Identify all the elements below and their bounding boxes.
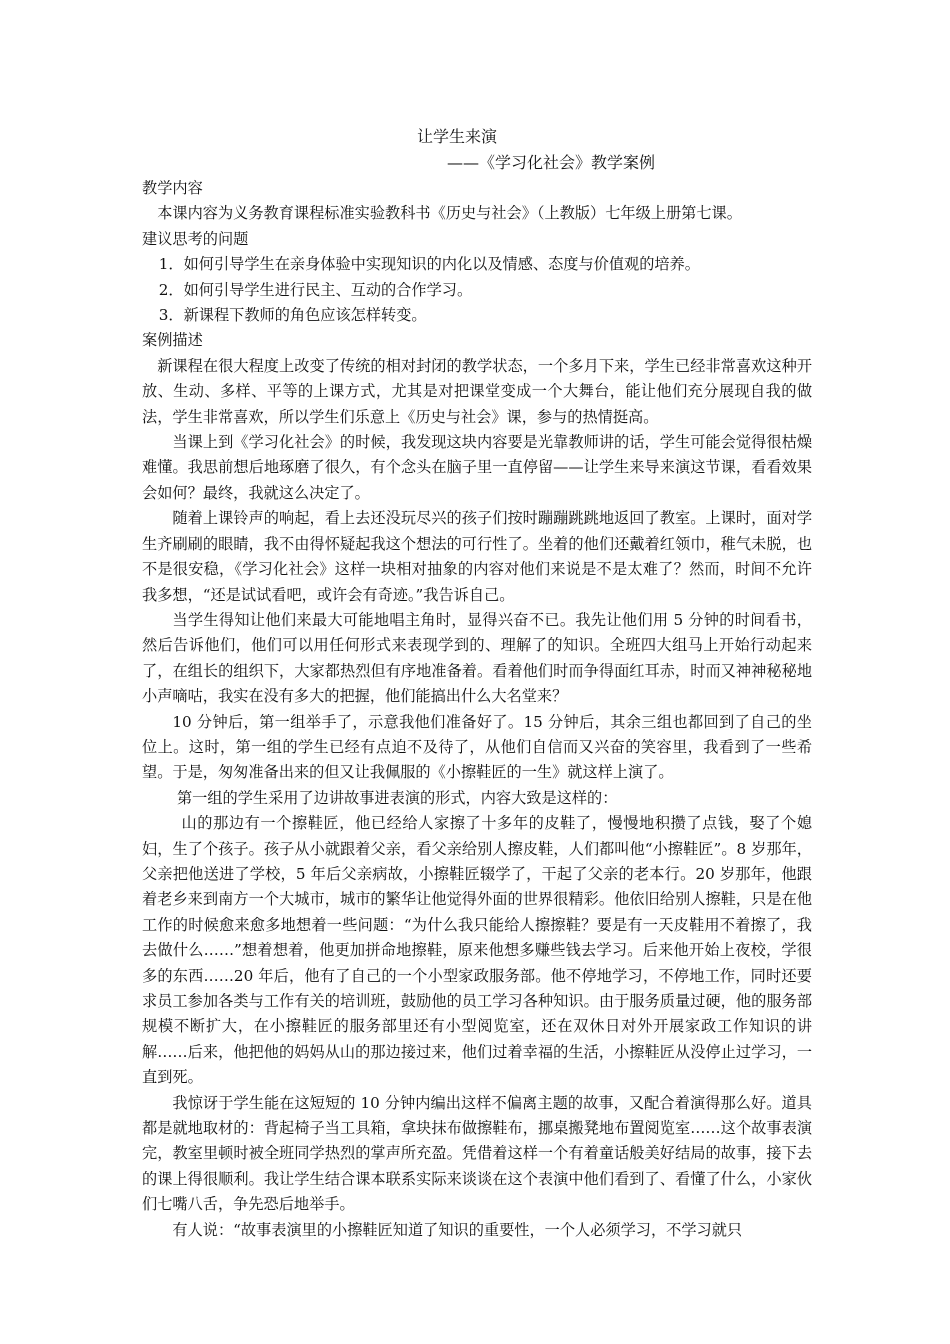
case-paragraph: 新课程在很大程度上改变了传统的相对封闭的教学状态，一个多月下来，学生已经非常喜欢这种开放、生动、多样、平等的上课方式，尤其是对把课堂变成一个大舞台，能让他们充分展现自我的做法，学生非常喜欢，所以学生们乐意上《历史与社会》课，参与的热情挺高。 <box>142 356 812 426</box>
case-paragraph: 当学生得知让他们来最大可能地唱主角时，显得兴奋不已。我先让他们用 5 分钟的时间看书，然后告诉他们，他们可以用任何形式来表现学到的、理解了的知识。全班四大组马上开始行动起来了，在组长的组织下，大家都热烈但有序地准备着。看着他们时而争得面红耳赤，时而又神神秘秘地小声嘀咕，我实在没有多大的把握，他们能搞出什么大名堂来？ <box>142 610 812 706</box>
case-paragraph: 随着上课铃声的响起，看上去还没玩尽兴的孩子们按时蹦蹦跳跳地返回了教室。上课时，面对学生齐刷刷的眼睛，我不由得怀疑起我这个想法的可行性了。坐着的他们还戴着红领巾，稚气未脱，也不是很安稳，《学习化社会》这样一块相对抽象的内容对他们来说是不是太难了？然而，时间不允许我多想，“还是试试看吧，或许会有奇迹。”我告诉自己。 <box>142 509 812 604</box>
case-paragraph: 10 分钟后，第一组举手了，示意我他们准备好了。15 分钟后，其余三组也都回到了自己的坐位上。这时，第一组的学生已经有点迫不及待了，从他们自信而又兴奋的笑容里，我看到了一些希望。于是，匆匆准备出来的但又让我佩服的《小擦鞋匠的一生》就这样上演了。 <box>142 712 812 782</box>
section-heading-case: 案例描述 <box>142 331 203 350</box>
document-subtitle: ——《学习化社会》教学案例 <box>447 153 656 172</box>
case-paragraph: 有人说：“故事表演里的小擦鞋匠知道了知识的重要性，一个人必须学习，不学习就只 <box>172 1220 743 1239</box>
question-item-2: 2．如何引导学生进行民主、互动的合作学习。 <box>158 280 473 299</box>
document-title: 让学生来演 <box>417 127 498 146</box>
case-paragraph: 我惊讶于学生能在这短短的 10 分钟内编出这样不偏离主题的故事，又配合着演得那么好。道具都是就地取材的：背起椅子当工具箱，拿块抹布做擦鞋布，挪桌搬凳地布置阅览室……这个故事表演完，教室里顿时被全班同学热烈的掌声所充盈。凭借着这样一个有着童话般美好结局的故事，接下去的课上得很顺利。我让学生结合课本联系实际来谈谈在这个表演中他们看到了、看懂了什么，小家伙们七嘴八舌，争先恐后地举手。 <box>142 1093 812 1214</box>
question-item-3: 3．新课程下教师的角色应该怎样转变。 <box>158 306 427 325</box>
section-heading-content: 教学内容 <box>142 179 203 197</box>
case-paragraph: 第一组的学生采用了边讲故事进表演的形式，内容大致是这样的： <box>176 788 618 807</box>
document-body <box>142 176 812 1243</box>
section-heading-questions: 建议思考的问题 <box>142 229 249 248</box>
content-paragraph: 本课内容为义务教育课程标准实验教科书《历史与社会》（上教版）七年级上册第七课。 <box>157 204 742 223</box>
question-item-1: 1．如何引导学生在亲身体验中实现知识的内化以及情感、态度与价值观的培养。 <box>158 255 700 274</box>
story-paragraph: 山的那边有一个擦鞋匠，他已经给人家擦了十多年的皮鞋了，慢慢地积攒了点钱，娶了个媳妇，生了个孩子。孩子从小就跟着父亲，看父亲给别人擦皮鞋，人们都叫他“小擦鞋匠”。8 岁那年，父亲把他送进了学校，5 年后父亲病故，小擦鞋匠辍学了，干起了父亲的老本行。20 岁那年，他跟着老乡来到南方一个大城市，城市的繁华让他觉得外面的世界很精彩。他依旧给别人擦鞋，只是在他工作的时候愈来愈多地想着一些问题：“为什么我只能给人擦擦鞋？要是有一天皮鞋用不着擦了，我去做什么……”想着想着，他更加拼命地擦鞋，原来他想多赚些钱去学习。后来他开始上夜校，学很多的东西……20 年后，他有了自己的一个小型家政服务部。他不停地学习，不停地工作，同时还要求员工参加各类与工作有关的培训班，鼓励他的员工学习各种知识。由于服务质量过硬，他的服务部规模不断扩大，在小擦鞋匠的服务部里还有小型阅览室，还在双休日对外开展家政工作知识的讲解……后来，他把他的妈妈从山的那边接过来，他们过着幸福的生活，小擦鞋匠从没停止过学习，一直到死。 <box>142 814 812 1087</box>
case-paragraph: 当课上到《学习化社会》的时候，我发现这块内容要是光靠教师讲的话，学生可能会觉得很枯燥难懂。我思前想后地琢磨了很久，有个念头在脑子里一直停留——让学生来导来演这节课，看看效果会如何？最终，我就这么决定了。 <box>142 433 812 502</box>
